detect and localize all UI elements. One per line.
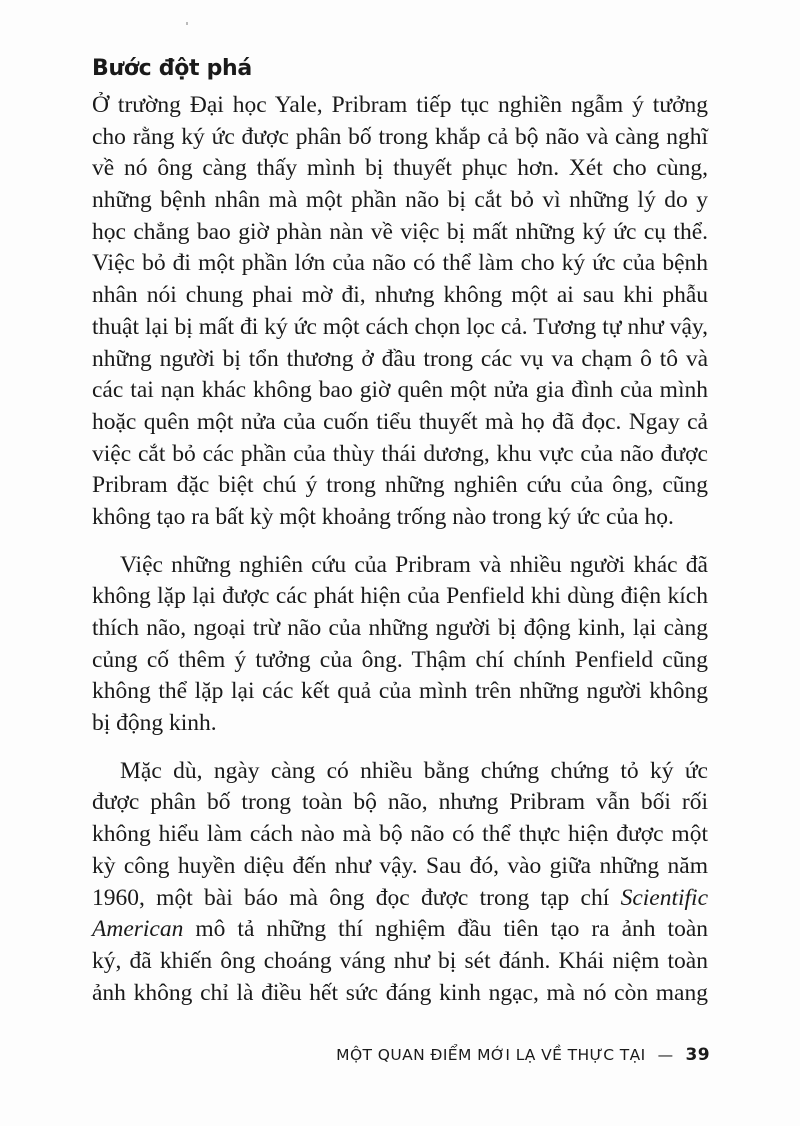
text-line: nhân nói chung phai mờ đi, nhưng không một ai sau khi phẫu xyxy=(92,282,708,309)
italic-journal-name: Scientific xyxy=(620,884,708,911)
print-speck xyxy=(186,22,188,25)
text-segment: mô tả những thí nghiệm đầu tiên tạo ra ảnh toàn xyxy=(183,916,708,943)
text-line: Việc bỏ đi một phần lớn của não có thể làm cho ký ức của bệnh xyxy=(92,250,708,277)
text-line: thuật lại bị mất đi ký ức một cách chọn lọc cả. Tương tự như vậy, xyxy=(92,313,708,340)
text-line: được phân bố trong toàn bộ não, nhưng Pribram vẫn bối rối xyxy=(92,789,708,816)
text-line: những bệnh nhân mà một phần não bị cắt bỏ vì những lý do y xyxy=(92,187,708,214)
text-line: không hiểu làm cách nào mà bộ não có thể thực hiện được một xyxy=(92,821,708,848)
paragraph-3 xyxy=(92,756,708,1010)
text-line: kỳ công huyền diệu đến như vậy. Sau đó, vào giữa những năm xyxy=(92,852,708,879)
text-line: hoặc quên một nửa của cuốn tiểu thuyết mà họ đã đọc. Ngay cả xyxy=(92,408,708,435)
paragraph-2 xyxy=(92,550,708,740)
paragraph-gap xyxy=(92,534,708,550)
page-number: 39 xyxy=(685,1045,710,1065)
text-line: về nó ông càng thấy mình bị thuyết phục hơn. Xét cho cùng, xyxy=(92,155,708,182)
section-heading: Bước đột phá xyxy=(92,56,252,81)
text-line: những người bị tổn thương ở đầu trong các vụ va chạm ô tô và xyxy=(92,345,708,372)
page-footer xyxy=(336,1044,710,1066)
footer-dash: — xyxy=(657,1046,674,1064)
text-segment: 1960, một bài báo mà ông đọc được trong tạp chí xyxy=(92,884,621,911)
text-line: thích não, ngoại trừ não của những người bị động kinh, lại càng xyxy=(92,615,708,641)
text-line: cho rằng ký ức được phân bố trong khắp cả bộ não và càng nghĩ xyxy=(92,123,708,150)
text-line-with-italic xyxy=(92,914,708,946)
text-line: ký, đã khiến ông choáng váng như bị sét đánh. Khái niệm toàn xyxy=(92,947,708,974)
text-line: Ở trường Đại học Yale, Pribram tiếp tục nghiền ngẫm ý tưởng xyxy=(92,92,708,118)
text-line: Mặc dù, ngày càng có nhiều bằng chứng chứng tỏ ký ức xyxy=(120,757,708,784)
text-line: ảnh không chỉ là điều hết sức đáng kinh ngạc, mà nó còn mang xyxy=(92,979,708,1006)
text-line: không thể lặp lại các kết quả của mình trên những người không xyxy=(92,678,708,705)
text-line: Việc những nghiên cứu của Pribram và nhiều người khác đã xyxy=(120,551,708,578)
text-line: các tai nạn khác không bao giờ quên một nửa gia đình của mình xyxy=(92,377,708,404)
text-line: học chẳng bao giờ phàn nàn về việc bị mất những ký ức cụ thể. xyxy=(92,218,708,245)
text-line: bị động kinh. xyxy=(92,710,217,737)
paragraph-1 xyxy=(92,90,708,534)
text-line: không tạo ra bất kỳ một khoảng trống nào trong ký ức của họ. xyxy=(92,503,674,530)
text-line: không lặp lại được các phát hiện của Penfield khi dùng điện kích xyxy=(92,583,708,610)
running-title: MỘT QUAN ĐIỂM MỚI LẠ VỀ THỰC TẠI xyxy=(336,1046,646,1064)
italic-journal-name: American xyxy=(92,916,184,943)
paragraph-gap xyxy=(92,740,708,756)
text-line: củng cố thêm ý tưởng của ông. Thậm chí chính Penfield cũng xyxy=(92,646,708,673)
text-line: việc cắt bỏ các phần của thùy thái dương, khu vực của não được xyxy=(92,440,708,467)
body-text xyxy=(92,90,708,1009)
text-line-with-italic xyxy=(92,883,708,915)
text-line: Pribram đặc biệt chú ý trong những nghiên cứu của ông, cũng xyxy=(92,472,708,499)
